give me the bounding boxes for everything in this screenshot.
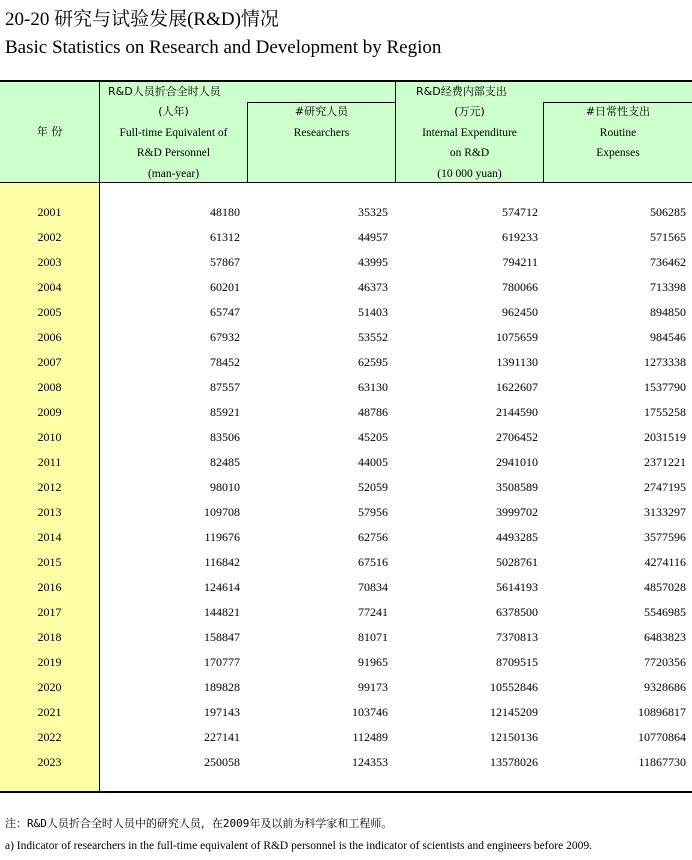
table-row <box>0 525 692 550</box>
expenditure-cell: 10552846 <box>490 680 538 694</box>
researchers-cell: 62595 <box>358 355 388 369</box>
footnote-cn: 注：R&D人员折合全时人员中的研究人员，在2009年及以前为科学家和工程师。 <box>5 817 393 830</box>
routine-cell: 506285 <box>650 205 686 219</box>
table-row <box>0 750 692 775</box>
personnel-en-1: Full-time Equivalent of <box>119 126 228 139</box>
fte-cell: 98010 <box>210 480 240 494</box>
table-row <box>0 475 692 500</box>
year-cell: 2010 <box>37 430 62 444</box>
table-row <box>0 425 692 450</box>
fte-cell: 158847 <box>204 630 240 644</box>
fte-cell: 67932 <box>210 330 240 344</box>
fte-cell: 250058 <box>204 755 240 769</box>
routine-cell: 10896817 <box>638 705 686 719</box>
expenditure-unit: (万元) <box>454 105 485 118</box>
routine-cell: 984546 <box>650 330 686 344</box>
researchers-cell: 44957 <box>358 230 388 244</box>
routine-header <box>544 102 692 164</box>
year-cell: 2014 <box>37 530 62 544</box>
table-row <box>0 375 692 400</box>
table-row <box>0 700 692 725</box>
expenditure-cell: 6378500 <box>496 605 538 619</box>
year-cell: 2009 <box>37 405 62 419</box>
researchers-cell: 46373 <box>358 280 388 294</box>
expenditure-cell: 2706452 <box>496 430 538 444</box>
table-row <box>0 650 692 675</box>
year-cell: 2019 <box>37 655 62 669</box>
year-cell: 2001 <box>37 205 62 219</box>
researchers-cell: 44005 <box>358 455 388 469</box>
expenditure-cell: 574712 <box>502 205 538 219</box>
year-cell: 2007 <box>37 355 62 369</box>
researchers-cell: 52059 <box>358 480 388 494</box>
year-cell: 2015 <box>37 555 62 569</box>
table-row <box>0 225 692 250</box>
expenditure-en-2: on R&D <box>449 147 490 159</box>
table-row <box>0 725 692 750</box>
fte-cell: 60201 <box>210 280 240 294</box>
researchers-cell: 35325 <box>358 205 388 219</box>
expenditure-cell: 2941010 <box>496 455 538 469</box>
routine-cell: 3577596 <box>644 530 686 544</box>
routine-cell: 1537790 <box>644 380 686 394</box>
footnote-en: a) Indicator of researchers in the full-time equivalent of R&D personnel is the indicator of scientists and engineers before 2009. <box>5 840 592 852</box>
expenditure-cell: 13578026 <box>490 755 538 769</box>
table-row <box>0 500 692 525</box>
routine-en-2: Expenses <box>596 147 640 159</box>
expenditure-cell: 5028761 <box>496 555 538 569</box>
personnel-group-header: R&D人员折合全时人员 <box>108 85 221 98</box>
researchers-cell: 77241 <box>358 605 388 619</box>
table-row <box>0 350 692 375</box>
fte-cell: 227141 <box>204 730 240 744</box>
fte-cell: 61312 <box>210 230 240 244</box>
researchers-cell: 43995 <box>358 255 388 269</box>
routine-cell: 3133297 <box>644 505 686 519</box>
routine-cell: 5546985 <box>644 605 686 619</box>
routine-cell: 4274116 <box>644 555 686 569</box>
expenditure-cell: 3508589 <box>496 480 538 494</box>
table-row <box>0 625 692 650</box>
researchers-cell: 91965 <box>358 655 388 669</box>
table-row <box>0 450 692 475</box>
fte-cell: 83506 <box>210 430 240 444</box>
table-row <box>0 250 692 275</box>
expenditure-cell: 962450 <box>502 305 538 319</box>
researchers-cell: 99173 <box>358 680 388 694</box>
fte-cell: 124614 <box>204 580 240 594</box>
page-title-en: Basic Statistics on Research and Development by Region <box>5 37 442 58</box>
routine-cell: 11867730 <box>638 755 686 769</box>
routine-cell: 9328686 <box>644 680 686 694</box>
fte-cell: 189828 <box>204 680 240 694</box>
year-cell: 2002 <box>37 230 62 244</box>
personnel-unit: (人年) <box>158 105 189 118</box>
expenditure-cell: 1075659 <box>496 330 538 344</box>
expenditure-cell: 8709515 <box>496 655 538 669</box>
table-row <box>0 275 692 300</box>
routine-en-1: Routine <box>599 126 637 139</box>
expenditure-cell: 7370813 <box>496 630 538 644</box>
expenditure-en-3: (10 000 yuan) <box>437 167 502 180</box>
routine-cell: 1273338 <box>644 355 686 369</box>
fte-cell: 48180 <box>210 205 240 219</box>
fte-cell: 57867 <box>210 255 240 269</box>
researchers-cn: #研究人员 <box>294 105 349 118</box>
expenditure-cell: 2144590 <box>496 405 538 419</box>
researchers-cell: 53552 <box>358 330 388 344</box>
table-row <box>0 200 692 225</box>
researchers-cell: 51403 <box>358 305 388 319</box>
routine-cell: 2371221 <box>644 455 686 469</box>
researchers-cell: 45205 <box>358 430 388 444</box>
routine-cell: 571565 <box>650 230 686 244</box>
year-cell: 2008 <box>37 380 62 394</box>
year-cell: 2004 <box>37 280 62 294</box>
expenditure-header <box>396 102 543 184</box>
year-header: 年 份 <box>36 125 63 138</box>
researchers-cell: 112489 <box>352 730 388 744</box>
expenditure-cell: 3999702 <box>496 505 538 519</box>
researchers-cell: 67516 <box>358 555 388 569</box>
expenditure-cell: 619233 <box>502 230 538 244</box>
year-cell: 2013 <box>37 505 62 519</box>
routine-cell: 736462 <box>650 255 686 269</box>
year-cell: 2021 <box>37 705 62 719</box>
researchers-en: Researchers <box>293 126 350 139</box>
routine-cell: 894850 <box>650 305 686 319</box>
expenditure-group-header: R&D经费内部支出 <box>416 85 507 98</box>
researchers-cell: 57956 <box>358 505 388 519</box>
routine-cell: 6483823 <box>644 630 686 644</box>
table-bottom-rule <box>0 791 692 793</box>
fte-cell: 116842 <box>204 555 240 569</box>
table-row <box>0 400 692 425</box>
year-cell: 2022 <box>37 730 62 744</box>
routine-cell: 7720356 <box>644 655 686 669</box>
fte-cell: 170777 <box>204 655 240 669</box>
expenditure-cell: 12150136 <box>490 730 538 744</box>
year-cell: 2005 <box>37 305 62 319</box>
personnel-en-2: R&D Personnel <box>136 147 211 159</box>
fte-cell: 82485 <box>210 455 240 469</box>
routine-cell: 2747195 <box>644 480 686 494</box>
researchers-cell: 70834 <box>358 580 388 594</box>
routine-cn: #日常性支出 <box>585 105 651 118</box>
expenditure-cell: 1391130 <box>496 355 538 369</box>
researchers-cell: 103746 <box>352 705 388 719</box>
researchers-cell: 62756 <box>358 530 388 544</box>
researchers-cell: 124353 <box>352 755 388 769</box>
researchers-header <box>248 102 395 143</box>
expenditure-cell: 5614193 <box>496 580 538 594</box>
year-cell: 2016 <box>37 580 62 594</box>
table-row <box>0 550 692 575</box>
fte-cell: 119676 <box>204 530 240 544</box>
expenditure-cell: 12145209 <box>490 705 538 719</box>
expenditure-cell: 1622607 <box>496 380 538 394</box>
routine-cell: 2031519 <box>644 430 686 444</box>
year-cell: 2012 <box>37 480 62 494</box>
year-cell: 2020 <box>37 680 62 694</box>
expenditure-cell: 780066 <box>502 280 538 294</box>
routine-cell: 713398 <box>650 280 686 294</box>
routine-cell: 4857028 <box>644 580 686 594</box>
fte-cell: 197143 <box>204 705 240 719</box>
table-row <box>0 600 692 625</box>
routine-cell: 1755258 <box>644 405 686 419</box>
year-cell: 2006 <box>37 330 62 344</box>
expenditure-en-1: Internal Expenditure <box>422 126 517 139</box>
table-row <box>0 675 692 700</box>
fte-cell: 65747 <box>210 305 240 319</box>
table-row <box>0 325 692 350</box>
year-cell: 2003 <box>37 255 62 269</box>
routine-cell: 10770864 <box>638 730 686 744</box>
fte-cell: 144821 <box>204 605 240 619</box>
year-cell: 2017 <box>37 605 62 619</box>
fte-cell: 78452 <box>210 355 240 369</box>
expenditure-cell: 4493285 <box>496 530 538 544</box>
expenditure-cell: 794211 <box>502 255 538 269</box>
fte-cell: 87557 <box>210 380 240 394</box>
personnel-en-3: (man-year) <box>147 167 200 180</box>
personnel-header <box>100 102 247 184</box>
page-title-cn: 20-20 研究与试验发展(R&D)情况 <box>5 9 279 30</box>
researchers-cell: 48786 <box>358 405 388 419</box>
year-cell: 2023 <box>37 755 62 769</box>
table-row <box>0 575 692 600</box>
researchers-cell: 81071 <box>358 630 388 644</box>
fte-cell: 109708 <box>204 505 240 519</box>
researchers-cell: 63130 <box>358 380 388 394</box>
year-cell: 2011 <box>37 455 62 469</box>
table-row <box>0 300 692 325</box>
fte-cell: 85921 <box>210 405 240 419</box>
year-cell: 2018 <box>37 630 62 644</box>
